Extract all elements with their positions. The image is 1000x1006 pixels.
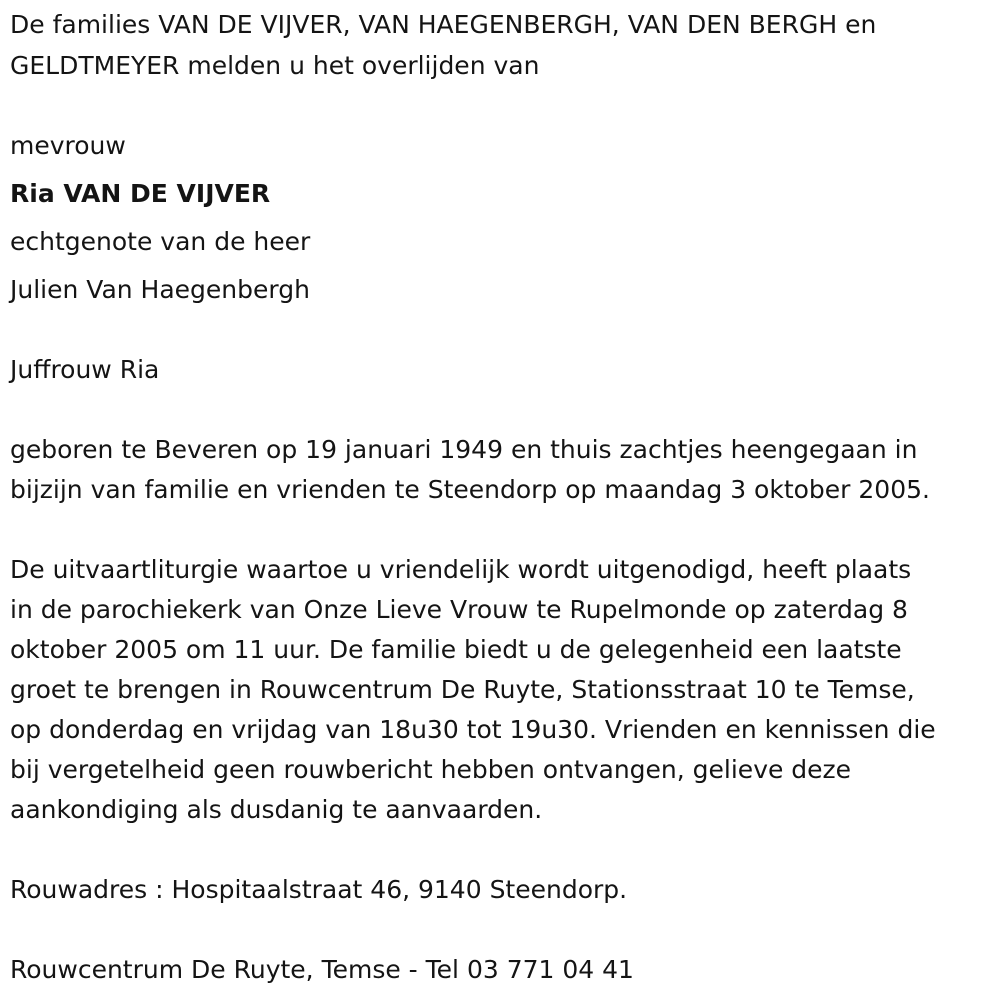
- nickname: Juffrouw Ria: [10, 355, 160, 384]
- birth-death-line-1: geboren te Beveren op 19 januari 1949 en thuis zachtjes heengegaan in: [10, 435, 918, 464]
- intro-line-1: De families VAN DE VIJVER, VAN HAEGENBERGH, VAN DEN BERGH en: [10, 10, 877, 39]
- deceased-title: mevrouw: [10, 131, 126, 160]
- birth-death-line-2: bijzijn van familie en vrienden te Steendorp op maandag 3 oktober 2005.: [10, 475, 930, 504]
- funeral-line-5: op donderdag en vrijdag van 18u30 tot 19u30. Vrienden en kennissen die: [10, 715, 936, 744]
- funeral-line-2: in de parochiekerk van Onze Lieve Vrouw te Rupelmonde op zaterdag 8: [10, 595, 908, 624]
- intro-line-2: GELDTMEYER melden u het overlijden van: [10, 51, 540, 80]
- deceased-name: Ria VAN DE VIJVER: [10, 179, 271, 208]
- spouse-prefix: echtgenote van de heer: [10, 227, 311, 256]
- funeral-line-1: De uitvaartliturgie waartoe u vriendelijk wordt uitgenodigd, heeft plaats: [10, 555, 912, 584]
- mourning-address: Rouwadres : Hospitaalstraat 46, 9140 Steendorp.: [10, 875, 628, 904]
- funeral-line-7: aankondiging als dusdanig te aanvaarden.: [10, 795, 543, 824]
- funeral-line-6: bij vergetelheid geen rouwbericht hebben ontvangen, gelieve deze: [10, 755, 852, 784]
- funeral-home-contact: Rouwcentrum De Ruyte, Temse - Tel 03 771 04 41: [10, 955, 634, 984]
- funeral-line-4: groet te brengen in Rouwcentrum De Ruyte, Stationsstraat 10 te Temse,: [10, 675, 915, 704]
- spouse-name: Julien Van Haegenbergh: [10, 275, 310, 304]
- funeral-line-3: oktober 2005 om 11 uur. De familie biedt u de gelegenheid een laatste: [10, 635, 902, 664]
